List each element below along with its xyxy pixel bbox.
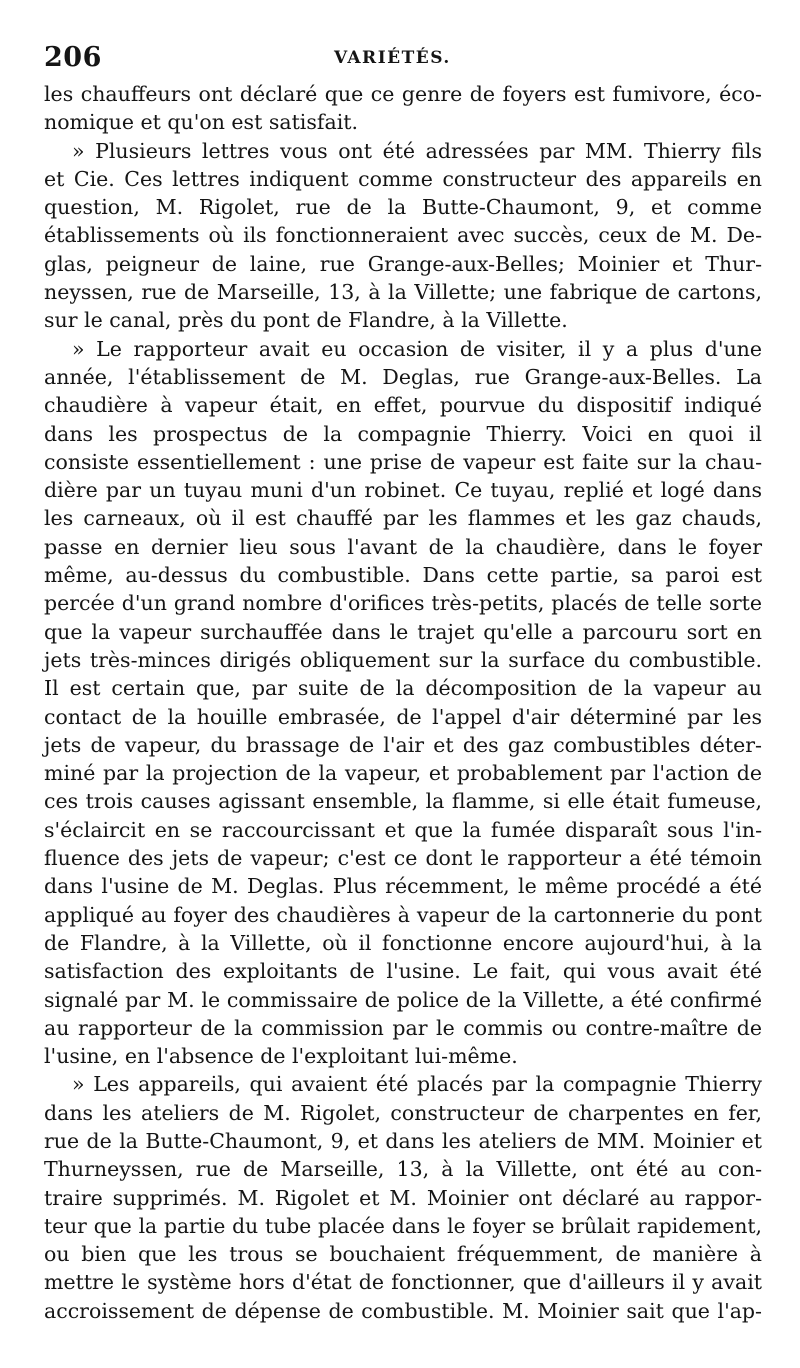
body-text <box>44 80 762 1325</box>
running-head: VARIÉTÉS. <box>334 48 451 68</box>
text-line: ou bien que les trous se bouchaient fréquemment, de manière à <box>44 1242 762 1267</box>
text-line: les carneaux, où il est chauffé par les flammes et les gaz chauds, <box>44 506 762 531</box>
text-line: teur que la partie du tube placée dans le foyer se brûlait rapidement, <box>44 1213 762 1238</box>
text-line: » Le rapporteur avait eu occasion de visiter, il y a plus d'une <box>72 336 762 361</box>
text-line: percée d'un grand nombre d'orifices très-petits, placés de telle sorte <box>44 591 762 616</box>
text-line: jets très-minces dirigés obliquement sur la surface du combustible. <box>44 647 762 672</box>
text-line: miné par la projection de la vapeur, et probablement par l'action de <box>44 761 762 786</box>
text-line: dans les prospectus de la compagnie Thierry. Voici en quoi il <box>44 421 762 446</box>
text-line: nomique et qu'on est satisfait. <box>44 110 359 135</box>
text-line: même, au-dessus du combustible. Dans cette partie, sa paroi est <box>44 563 762 588</box>
text-line: traire supprimés. M. Rigolet et M. Moinier ont déclaré au rappor- <box>44 1185 762 1210</box>
text-line: Thurneyssen, rue de Marseille, 13, à la Villette, ont été au con- <box>44 1157 762 1182</box>
text-line: signalé par M. le commissaire de police de la Villette, a été confirmé <box>44 987 762 1012</box>
text-line: neyssen, rue de Marseille, 13, à la Villette; une fabrique de cartons, <box>44 280 762 305</box>
text-line: l'usine, en l'absence de l'exploitant lui-même. <box>44 1044 518 1069</box>
text-line: question, M. Rigolet, rue de la Butte-Chaumont, 9, et comme <box>44 195 762 220</box>
text-line: ces trois causes agissant ensemble, la flamme, si elle était fumeuse, <box>44 789 762 814</box>
text-line: dans les ateliers de M. Rigolet, constructeur de charpentes en fer, <box>44 1100 762 1125</box>
text-line: mettre le système hors d'état de fonctionner, que d'ailleurs il y avait <box>44 1270 762 1295</box>
text-line: rue de la Butte-Chaumont, 9, et dans les ateliers de MM. Moinier et <box>44 1128 762 1153</box>
text-line: accroissement de dépense de combustible. M. Moinier sait que l'ap- <box>44 1298 762 1323</box>
text-line: glas, peigneur de laine, rue Grange-aux-Belles; Moinier et Thur- <box>44 251 762 276</box>
text-line: les chauffeurs ont déclaré que ce genre de foyers est fumivore, éco- <box>44 82 762 106</box>
text-line: dans l'usine de M. Deglas. Plus récemment, le même procédé a été <box>44 874 762 899</box>
text-line: et Cie. Ces lettres indiquent comme constructeur des appareils en <box>44 166 762 191</box>
text-line: consiste essentiellement : une prise de vapeur est faite sur la chau- <box>44 449 762 474</box>
page-header <box>44 28 762 80</box>
text-line: année, l'établissement de M. Deglas, rue Grange-aux-Belles. La <box>44 364 762 389</box>
text-line: contact de la houille embrasée, de l'appel d'air déterminé par les <box>44 704 762 729</box>
text-line: appliqué au foyer des chaudières à vapeur de la cartonnerie du pont <box>44 902 762 927</box>
text-line: dière par un tuyau muni d'un robinet. Ce tuyau, replié et logé dans <box>44 478 762 503</box>
text-line: que la vapeur surchauffée dans le trajet qu'elle a parcouru sort en <box>44 619 762 644</box>
page-number: 206 <box>44 42 102 73</box>
text-line: de Flandre, à la Villette, où il fonctionne encore aujourd'hui, à la <box>44 930 762 955</box>
text-line: jets de vapeur, du brassage de l'air et des gaz combustibles déter- <box>44 732 762 757</box>
text-line: » Plusieurs lettres vous ont été adressées par MM. Thierry fils <box>72 138 762 163</box>
text-line: passe en dernier lieu sous l'avant de la chaudière, dans le foyer <box>44 534 762 559</box>
text-line: s'éclaircit en se raccourcissant et que la fumée disparaît sous l'in- <box>44 817 762 842</box>
document-page <box>44 28 762 1325</box>
text-line: sur le canal, près du pont de Flandre, à la Villette. <box>44 308 568 333</box>
text-line: Il est certain que, par suite de la décomposition de la vapeur au <box>44 676 762 701</box>
text-line: » Les appareils, qui avaient été placés par la compagnie Thierry <box>72 1072 762 1097</box>
text-line: satisfaction des exploitants de l'usine. Le fait, qui vous avait été <box>44 959 762 984</box>
text-line: au rapporteur de la commission par le commis ou contre-maître de <box>44 1015 762 1040</box>
text-line: fluence des jets de vapeur; c'est ce dont le rapporteur a été témoin <box>44 846 762 871</box>
text-line: établissements où ils fonctionneraient avec succès, ceux de M. De- <box>44 223 762 248</box>
text-line: chaudière à vapeur était, en effet, pourvue du dispositif indiqué <box>44 393 762 418</box>
